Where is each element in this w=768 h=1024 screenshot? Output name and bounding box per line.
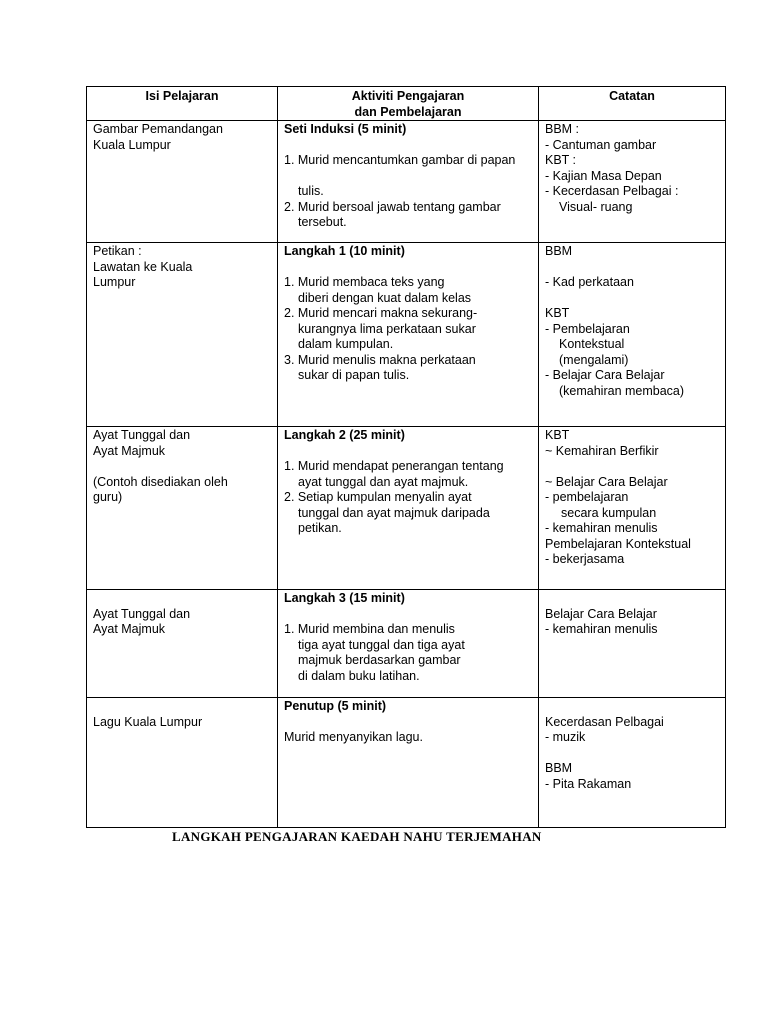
cell-aktiviti: Langkah 2 (25 minit) 1. Murid mendapat penerangan tentang ayat tunggal dan ayat majmuk. 2. Setiap kumpulan menyalin ayat tunggal dan ayat majmuk daripada petikan. [278,427,539,590]
cell-catatan: BBM - Kad perkataan KBT - Pembelajaran Kontekstual (mengalami) - Belajar Cara Belajar (kemahiran membaca) [539,243,726,427]
cell-isi: Gambar Pemandangan Kuala Lumpur [87,121,278,243]
table-row [87,121,726,243]
table-header-row [87,87,726,121]
cell-catatan: BBM : - Cantuman gambar KBT : - Kajian Masa Depan - Kecerdasan Pelbagai : Visual- ruang [539,121,726,243]
cell-aktiviti: Seti Induksi (5 minit) 1. Murid mencantumkan gambar di papan tulis. 2. Murid bersoal jawab tentang gambar tersebut. [278,121,539,243]
lesson-plan-table [86,86,726,828]
cell-aktiviti: Langkah 1 (10 minit) 1. Murid membaca teks yang diberi dengan kuat dalam kelas 2. Murid mencari makna sekurang- kurangnya lima perkataan sukar dalam kumpulan. 3. Murid menulis makna perkataan sukar di papan tulis. [278,243,539,427]
cell-aktiviti: Langkah 3 (15 minit) 1. Murid membina dan menulis tiga ayat tunggal dan tiga ayat majmuk berdasarkan gambar di dalam buku latihan. [278,590,539,698]
cell-catatan: Kecerdasan Pelbagai - muzik BBM - Pita Rakaman [539,698,726,828]
table-row [87,427,726,590]
cell-catatan: Belajar Cara Belajar - kemahiran menulis [539,590,726,698]
table-row [87,698,726,828]
cell-isi: Petikan : Lawatan ke Kuala Lumpur [87,243,278,427]
table-row [87,243,726,427]
cell-isi: Ayat Tunggal dan Ayat Majmuk (Contoh disediakan oleh guru) [87,427,278,590]
cell-aktiviti: Penutup (5 minit) Murid menyanyikan lagu. [278,698,539,828]
cell-isi: Ayat Tunggal dan Ayat Majmuk [87,590,278,698]
header-catatan: Catatan [539,87,726,121]
cell-isi: Lagu Kuala Lumpur [87,698,278,828]
header-isi-pelajaran: Isi Pelajaran [87,87,278,121]
document-caption: LANGKAH PENGAJARAN KAEDAH NAHU TERJEMAHAN [172,829,542,844]
cell-catatan: KBT ~ Kemahiran Berfikir ~ Belajar Cara Belajar - pembelajaran secara kumpulan - kemahiran menulis Pembelajaran Kontekstual - bekerjasama [539,427,726,590]
table-row [87,590,726,698]
header-aktiviti: Aktiviti Pengajaran dan Pembelajaran [278,87,539,121]
